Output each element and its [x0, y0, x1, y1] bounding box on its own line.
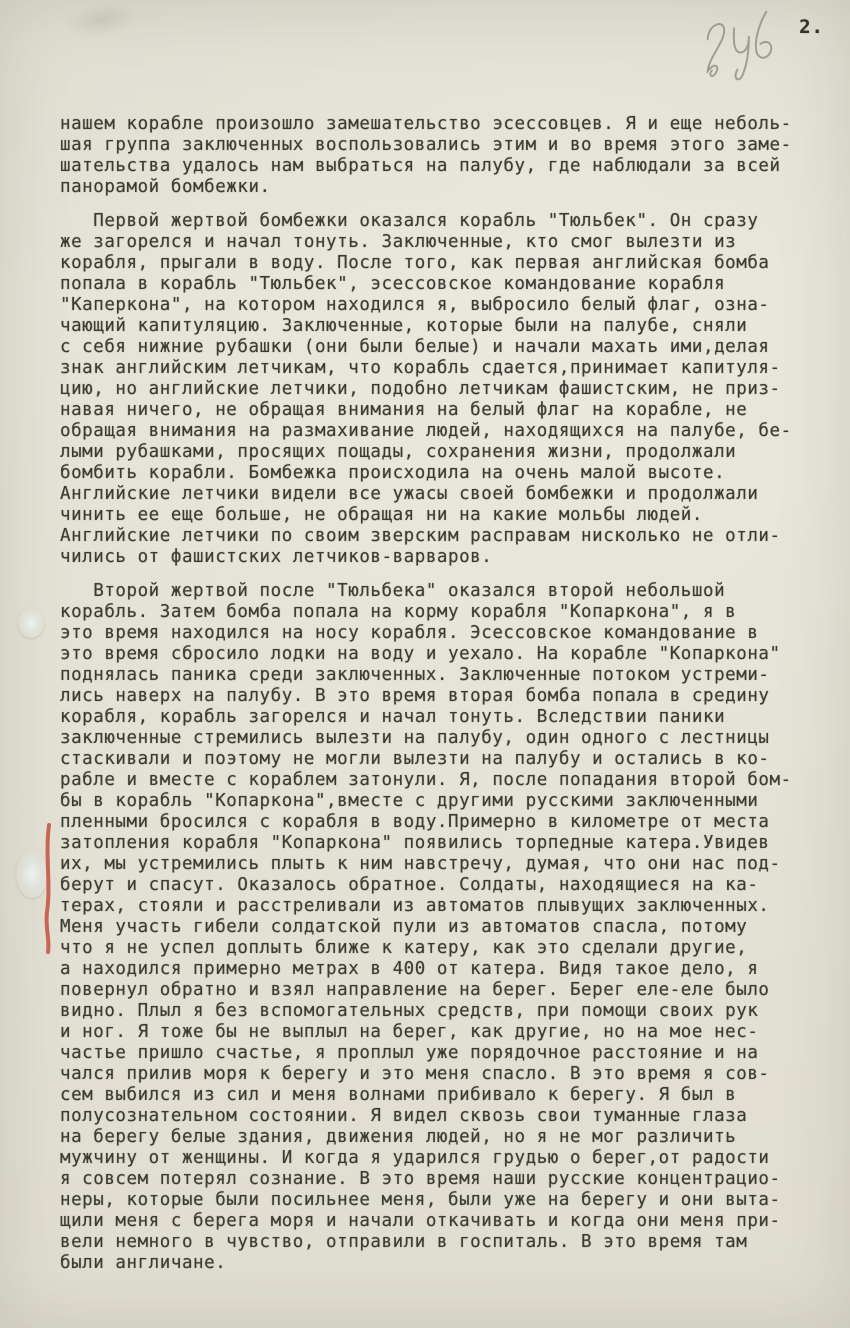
text-line: стаскивали и поэтому не могли вылезти на палубу и остались в ко-: [60, 749, 770, 769]
text-line: это время сбросило лодки на воду и уехало. На корабле "Копаркона": [60, 644, 781, 664]
text-line: пленными бросился с корабля в воду.Примерно в километре от места: [60, 812, 770, 832]
text-line: чался прилив моря к берегу и это меня спасло. В это время я сов-: [60, 1064, 770, 1084]
text-line: же загорелся и начал тонуть. Заключенные, кто смог вылезти из: [60, 232, 737, 252]
text-line: их, мы устремились плыть к ним навстречу, думая, что они нас под-: [60, 854, 781, 874]
paper-damage-spot: [18, 608, 44, 638]
text-line: Первой жертвой бомбежки оказался корабль "Тюльбек". Он сразу: [60, 211, 759, 231]
text-line: на берегу белые здания, движения людей, но я не мог различить: [60, 1127, 737, 1147]
text-line: щили меня с берега моря и начали откачивать и когда они меня при-: [60, 1211, 781, 1231]
text-line: знак английским летчикам, что корабль сдается,принимает капитуля-: [60, 358, 781, 378]
paragraph: [60, 581, 820, 1274]
text-line: Меня участь гибели солдатской пули из автоматов спасла, потому: [60, 917, 748, 937]
text-line: рабле и вместе с кораблем затонули. Я, после попадания второй бом-: [60, 770, 792, 790]
text-line: обращая внимания на размахивание людей, находящихся на палубе, бе-: [60, 421, 792, 441]
text-line: лись наверх на палубу. В это время вторая бомба попала в средину: [60, 686, 770, 706]
text-line: шательства удалось нам выбраться на палубу, где наблюдали за всей: [60, 156, 781, 176]
text-line: сем выбился из сил и меня волнами прибивало к берегу. Я был в: [60, 1085, 737, 1105]
paragraph: [60, 114, 820, 198]
text-line: чинить ее еще больше, не обращая ни на какие мольбы людей.: [60, 505, 703, 525]
text-line: берут и спасут. Оказалось обратное. Солдаты, находящиеся на ка-: [60, 875, 759, 895]
text-line: были англичане.: [60, 1253, 227, 1273]
text-line: корабля, корабль загорелся и начал тонуть. Вследствии паники: [60, 707, 726, 727]
text-line: вели немного в чувство, отправили в госпиталь. В это время там: [60, 1232, 748, 1252]
text-line: повернул обратно и взял направление на берег. Берег еле-еле было: [60, 980, 770, 1000]
text-line: видно. Плыл я без вспомогательных средств, при помощи своих рук: [60, 1001, 759, 1021]
text-line: нашем корабле произошло замешательство эсессовцев. Я и еще неболь-: [60, 114, 792, 134]
margin-red-mark: [40, 822, 58, 956]
text-line: попала в корабль "Тюльбек", эсессовское командование корабля: [60, 274, 726, 294]
text-line: корабль. Затем бомба попала на корму корабля "Копаркона", я в: [60, 602, 737, 622]
text-line: Второй жертвой после "Тюльбека" оказался второй небольшой: [60, 581, 726, 601]
text-line: затопления корабля "Копаркона" появились торпедные катера.Увидев: [60, 833, 770, 853]
text-line: я совсем потерял сознание. В это время наши русские концентрацио-: [60, 1169, 781, 1189]
text-line: частье пришло счастье, я проплыл уже порядочное расстояние и на: [60, 1043, 759, 1063]
text-line: терах, стояли и расстреливали из автоматов плывущих заключенных.: [60, 896, 770, 916]
text-line: панорамой бомбежки.: [60, 177, 271, 197]
handwritten-page-number: [684, 3, 795, 89]
text-line: бомбить корабли. Бомбежка происходила на очень малой высоте.: [60, 463, 726, 483]
text-line: шая группа заключенных воспользовались этим и во время этого заме-: [60, 135, 792, 155]
text-line: чающий капитуляцию. Заключенные, которые были на палубе, сняли: [60, 316, 748, 336]
text-line: "Каперкона", на котором находился я, выбросило белый флаг, озна-: [60, 295, 770, 315]
text-line: и ног. Я тоже бы не выплыл на берег, как другие, но на мое нес-: [60, 1022, 759, 1042]
text-line: неры, которые были посильнее меня, были уже на берегу и они выта-: [60, 1190, 781, 1210]
text-line: с себя нижние рубашки (они были белые) и начали махать ими,делая: [60, 337, 770, 357]
text-line: Английские летчики по своим зверским расправам нисколько не отли-: [60, 526, 781, 546]
text-line: чились от фашистских летчиков-варваров.: [60, 547, 493, 567]
text-line: а находился примерно метрах в 400 от катера. Видя такое дело, я: [60, 959, 759, 979]
text-line: мужчину от женщины. И когда я ударился грудью о берег,от радости: [60, 1148, 770, 1168]
pencil-smudge: [49, 0, 154, 49]
document-body-text: [60, 114, 820, 1287]
text-line: корабля, прыгали в воду. После того, как первая английская бомба: [60, 253, 770, 273]
text-line: лыми рубашками, просящих пощады, сохранения жизни, продолжали: [60, 442, 737, 462]
text-line: что я не успел доплыть ближе к катеру, как это сделали другие,: [60, 938, 748, 958]
paragraph: [60, 211, 820, 568]
typed-page-number: 2.: [799, 16, 824, 38]
text-line: бы в корабль "Копаркона",вместе с другими русскими заключенными: [60, 791, 759, 811]
text-line: поднялась паника среди заключенных. Заключенные потоком устреми-: [60, 665, 770, 685]
text-line: навая ничего, не обращая внимания на белый флаг на корабле, не: [60, 400, 748, 420]
text-line: заключенные стремились вылезти на палубу, один одного с лестницы: [60, 728, 770, 748]
page-number-area: [630, 0, 850, 90]
text-line: это время находился на носу корабля. Эсессовское командование в: [60, 623, 759, 643]
text-line: Английские летчики видели все ужасы своей бомбежки и продолжали: [60, 484, 759, 504]
text-line: полусознательном состоянии. Я видел сквозь свои туманные глаза: [60, 1106, 748, 1126]
text-line: цию, но английские летчики, подобно летчикам фашистским, не приз-: [60, 379, 781, 399]
